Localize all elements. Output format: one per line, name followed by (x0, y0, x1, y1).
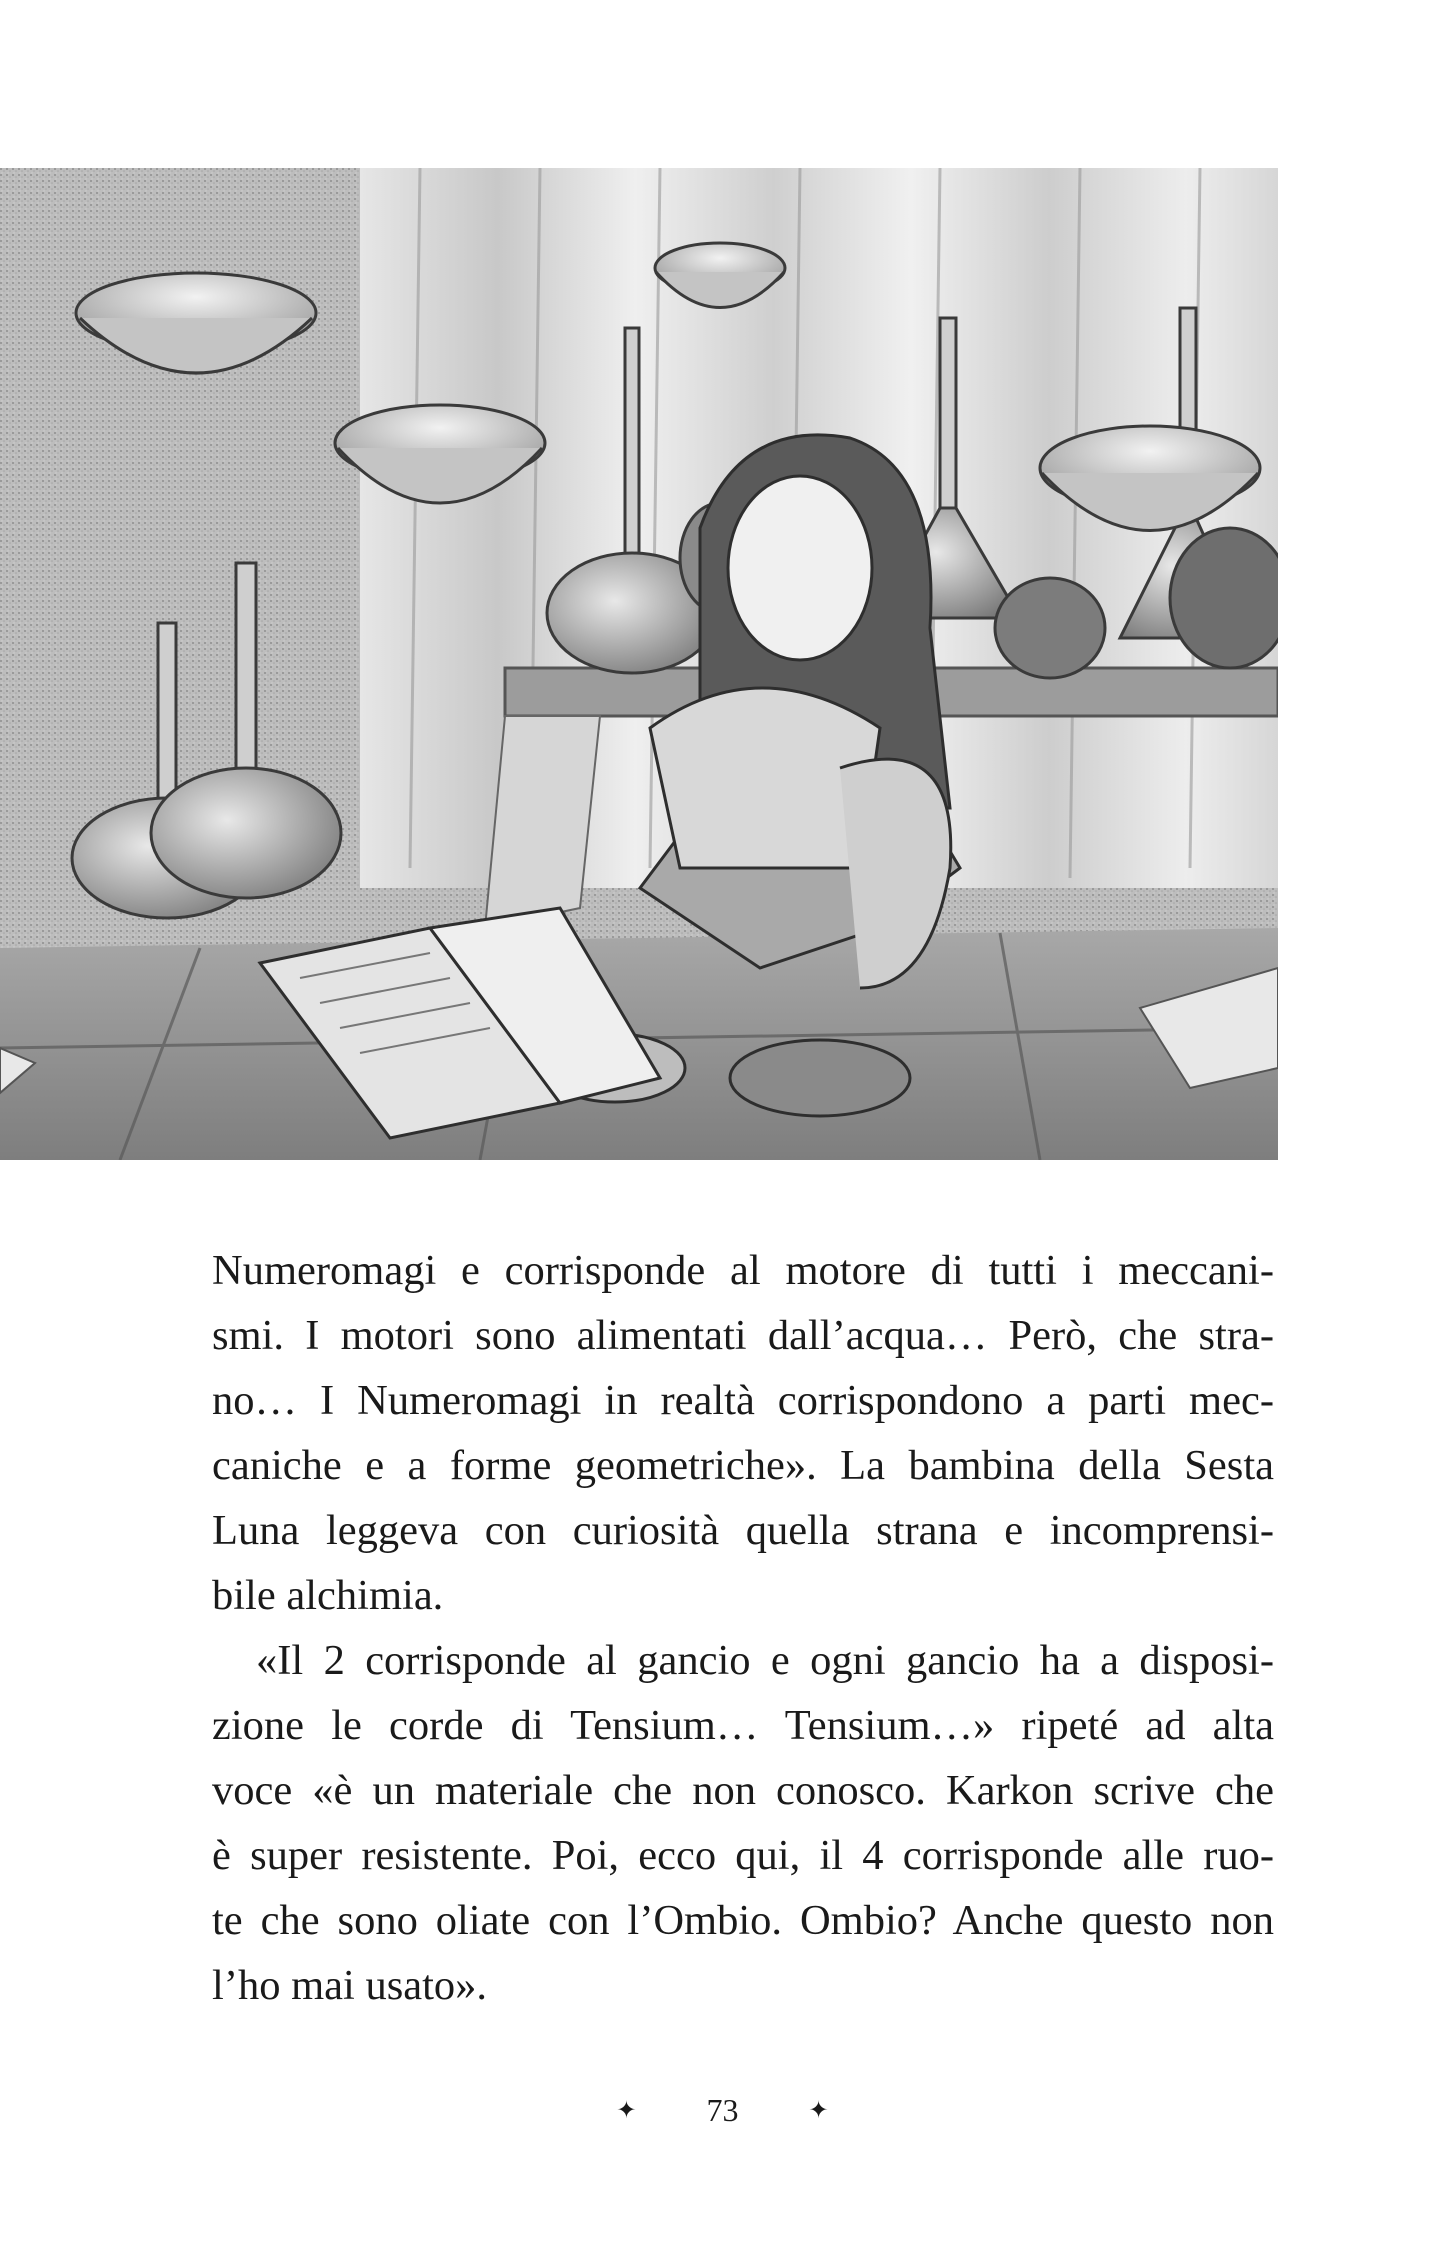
ornament-star-icon: ✦ (616, 2096, 637, 2124)
pencil-drawing-image (0, 168, 1278, 1160)
text-line: «Il 2 corrisponde al gancio e ogni gancio ha a disposi- (256, 1637, 1274, 1684)
text-line: te che sono oliate con l’Ombio. Ombio? Anche questo non (212, 1897, 1274, 1944)
text-line: voce «è un materiale che non conosco. Karkon scrive che (212, 1767, 1274, 1814)
page-number: 73 (706, 2092, 739, 2128)
text-line: smi. I motori sono alimentati dall’acqua… Però, che stra- (212, 1312, 1274, 1359)
text-line: bile alchimia. (212, 1572, 444, 1619)
body-text (212, 1238, 1274, 2018)
text-line: caniche e a forme geometriche». La bambina della Sesta (212, 1442, 1274, 1489)
text-line: zione le corde di Tensium… Tensium…» ripeté ad alta (212, 1702, 1274, 1749)
text-line: l’ho mai usato». (212, 1962, 488, 2009)
text-line: è super resistente. Poi, ecco qui, il 4 corrisponde alle ruo- (212, 1832, 1274, 1879)
text-line: Luna leggeva con curiosità quella strana e incomprensi- (212, 1507, 1274, 1554)
paragraph-2 (212, 1628, 1274, 2018)
paragraph-1 (212, 1238, 1274, 1628)
text-line: no… I Numeromagi in realtà corrispondono a parti mec- (212, 1377, 1274, 1424)
ornament-star-icon: ✦ (808, 2096, 829, 2124)
page-footer (0, 2092, 1445, 2129)
text-line: Numeromagi e corrisponde al motore di tutti i meccani- (212, 1247, 1274, 1294)
illustration (0, 168, 1278, 1160)
